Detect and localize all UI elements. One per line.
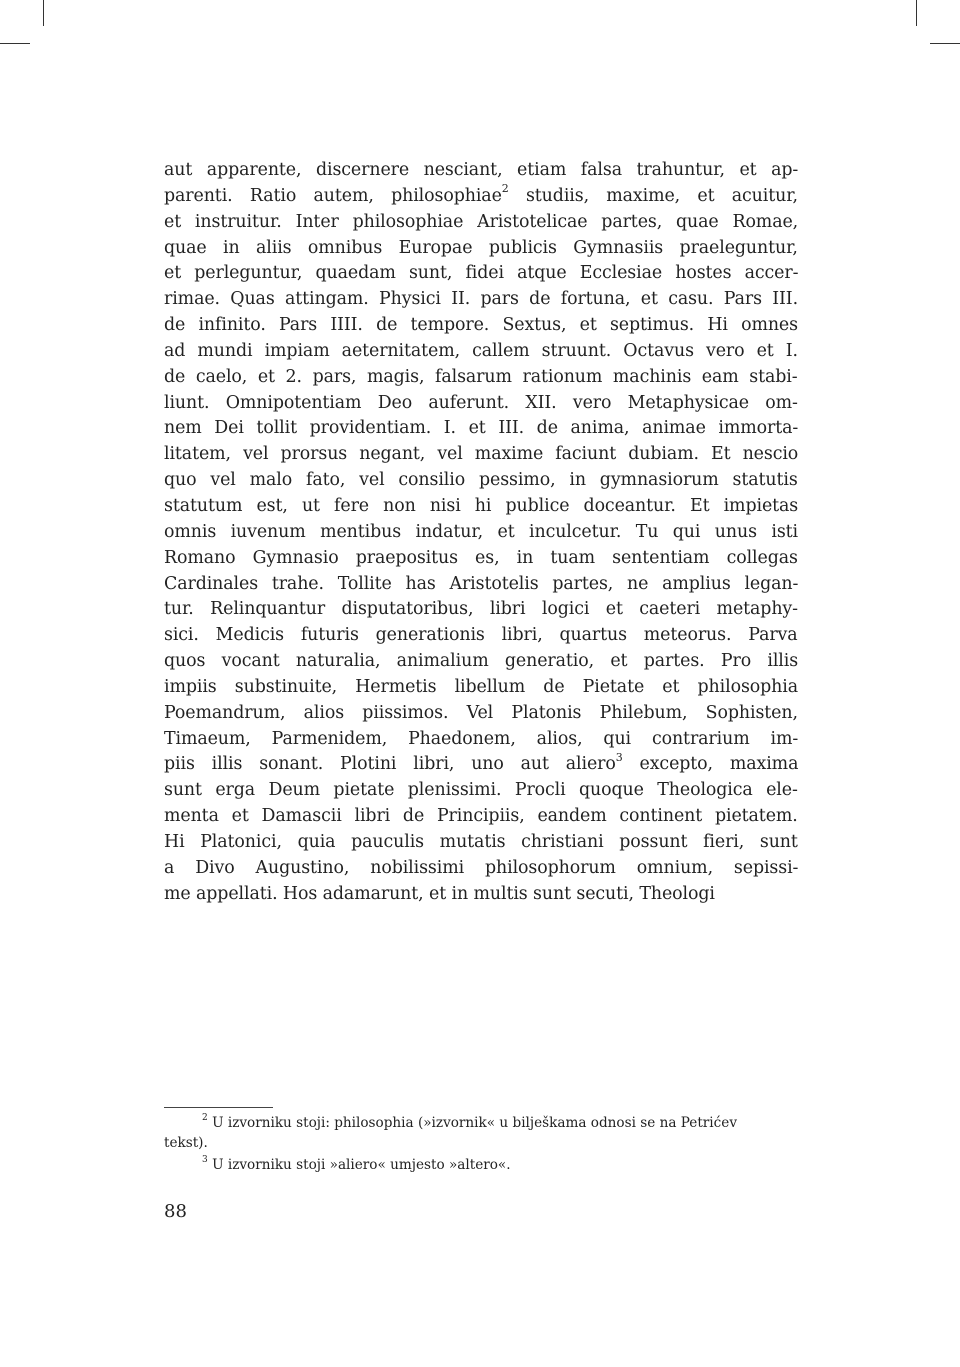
text-line: omnis iuvenum mentibus indatur, et inculcetur. Tu qui unus isti <box>164 521 798 542</box>
text-line: sunt erga Deum pietate plenissimi. Procli quoque Theologica ele- <box>164 780 798 801</box>
crop-mark-top-right-vertical <box>916 0 917 26</box>
footnote-2: $^2$ U izvorniku stoji: philosophia (»izvornik« u bilješkama odnosi se na Petrićev tekst). <box>164 1113 737 1151</box>
main-paragraph <box>164 158 798 907</box>
text-line: de infinito. Pars IIII. de tempore. Sextus, et septimus. Hi omnes <box>164 315 798 336</box>
text-line: parenti. Ratio autem, philosophiae$^2$ studiis, maxime, et acuitur, <box>164 182 798 206</box>
text-line: a Divo Augustino, nobilissimi philosophorum omnium, sepissi- <box>164 857 799 878</box>
text-line: me appellati. Hos adamarunt, et in multis sunt secuti, Theologi <box>164 883 715 904</box>
crop-mark-top-right-horizontal <box>930 43 960 44</box>
page-number: 88 <box>164 1201 187 1222</box>
footnote-ref[interactable]: 3 <box>615 750 623 764</box>
text-line: quos vocant naturalia, animalium generatio, et partes. Pro illis <box>164 651 799 672</box>
footnote-marker: 2 <box>202 1113 208 1124</box>
text-line: quo vel malo fato, vel consilio pessimo, in gymnasiorum statutis <box>164 470 798 491</box>
text-line: et perleguntur, quaedam sunt, fidei atque Ecclesiae hostes accer- <box>164 263 799 284</box>
text-line: aut apparente, discernere nesciant, etiam falsa trahuntur, et ap- <box>164 160 799 180</box>
footnote-separator <box>164 1107 273 1108</box>
text-line: Poemandrum, alios piissimos. Vel Platonis Philebum, Sophisten, <box>164 702 798 723</box>
text-line: impiis substinuite, Hermetis libellum de Pietate et philosophia <box>164 676 799 697</box>
text-line: Timaeum, Parmenidem, Phaedonem, alios, qui contrarium im- <box>164 728 799 749</box>
text-line: sici. Medicis futuris generationis libri, quartus meteorus. Parva <box>164 625 798 646</box>
footnote-ref[interactable]: 2 <box>501 182 509 196</box>
text-line: nem Dei tollit providentiam. I. et III. de anima, animae immorta- <box>164 418 799 439</box>
text-line: Romano Gymnasio praepositus es, in tuam sententiam collegas <box>164 547 798 568</box>
text-line: de caelo, et 2. pars, magis, falsarum rationum machinis eam stabi- <box>164 366 798 387</box>
text-line: rimae. Quas attingam. Physici II. pars de fortuna, et casu. Pars III. <box>164 289 798 310</box>
crop-mark-top-left-vertical <box>43 0 44 26</box>
text-line: liunt. Omnipotentiam Deo auferunt. XII. vero Metaphysicae om- <box>164 392 798 413</box>
text-line: statutum est, ut fere non nisi hi publice doceantur. Et impietas <box>164 495 799 516</box>
text-line: litatem, vel prorsus negant, vel maxime faciunt dubiam. Et nescio <box>164 444 799 465</box>
crop-mark-top-left-horizontal <box>0 43 30 44</box>
text-line: ad mundi impiam aeternitatem, callem struunt. Octavus vero et I. <box>164 340 798 361</box>
text-line: Hi Platonici, quia pauculis mutatis christiani possunt fieri, sunt <box>164 831 798 852</box>
text-line: et instruitur. Inter philosophiae Aristotelicae partes, quae Romae, <box>164 211 799 232</box>
footnote-marker: 3 <box>202 1155 208 1166</box>
text-line: tur. Relinquantur disputatoribus, libri logici et caeteri metaphy- <box>164 599 798 620</box>
text-line: quae in aliis omnibus Europae publicis Gymnasiis praeleguntur, <box>164 237 798 258</box>
text-line: menta et Damascii libri de Principiis, eandem continent pietatem. <box>164 806 798 827</box>
footnote-3: $^3$ U izvorniku stoji »aliero« umjesto »altero«. <box>202 1155 511 1173</box>
text-line: Cardinales trahe. Tollite has Aristotelis partes, ne amplius legan- <box>164 573 799 594</box>
text-line: piis illis sonant. Plotini libri, uno aut aliero$^3$ excepto, maxima <box>164 750 799 775</box>
